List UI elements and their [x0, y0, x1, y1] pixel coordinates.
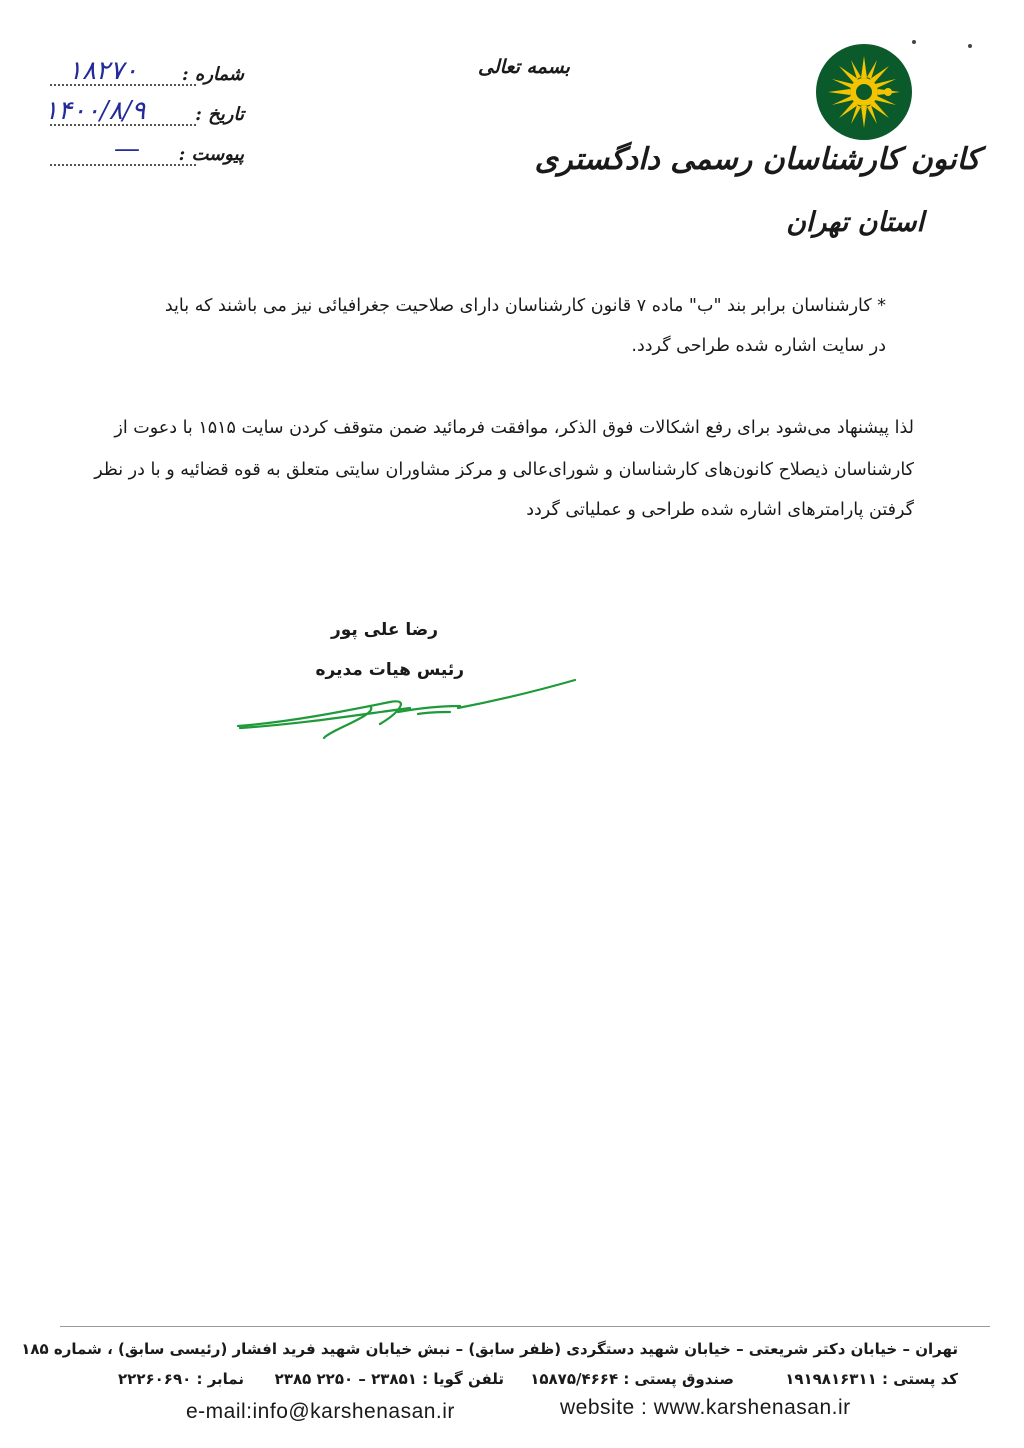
letter-number-row: [44, 56, 244, 92]
corner-mark: [968, 44, 972, 48]
handwritten-signature: [230, 672, 590, 752]
footer-po-box: صندوق پستی : ۱۵۸۷۵/۴۶۶۴: [530, 1370, 734, 1388]
sun-emblem-logo: [814, 42, 914, 142]
letter-attachment-value: —: [114, 134, 140, 164]
footer-email: e-mail:info@karshenasan.ir: [186, 1400, 455, 1423]
footer-website: website : www.karshenasan.ir: [560, 1396, 851, 1419]
letter-date-row: [44, 96, 244, 132]
organization-province: استان تهران: [786, 207, 924, 238]
signatory-title: رئیس هیات مدیره: [315, 660, 464, 680]
paragraph-2-line-2: کارشناسان ذیصلاح کانون‌های کارشناسان و شورای‌عالی و مرکز مشاوران سایتی متعلق به قوه قضائیه و با در نظر: [94, 460, 914, 480]
letter-number-label: شماره :: [181, 64, 244, 85]
paragraph-2-line-3: گرفتن پارامترهای اشاره شده طراحی و عملیاتی گردد: [526, 500, 914, 520]
letter-date-value: ۱۴۰۰/۸/۹: [44, 96, 146, 126]
footer-divider: [60, 1326, 990, 1327]
bismillah-heading: بسمه تعالی: [478, 56, 570, 78]
letter-number-value: ۱۸۲۷۰: [68, 56, 138, 86]
paragraph-1-line-1: * کارشناسان برابر بند "ب" ماده ۷ قانون کارشناسان دارای صلاحیت جغرافیائی نیز می باشند که باید: [164, 296, 886, 316]
letter-attachment-label: پیوست :: [178, 144, 244, 165]
dotted-leader: [50, 164, 196, 166]
signatory-name: رضا علی پور: [330, 620, 438, 640]
paragraph-1-line-2: در سایت اشاره شده طراحی گردد.: [631, 336, 886, 356]
footer-phone: تلفن گویا : ۲۳۸۵۱ – ۲۲۵۰ ۲۳۸۵: [274, 1370, 504, 1388]
organization-name: کانون کارشناسان رسمی دادگستری: [534, 142, 980, 177]
footer-postal-code: کد پستی : ۱۹۱۹۸۱۶۳۱۱: [785, 1370, 958, 1388]
paragraph-2-line-1: لذا پیشنهاد می‌شود برای رفع اشکالات فوق الذکر، موافقت فرمائید ضمن متوقف کردن سایت ۱۵۱۵ با دعوت از: [114, 418, 914, 438]
footer-fax: نمابر : ۲۲۲۶۰۶۹۰: [118, 1370, 244, 1388]
letter-date-label: تاریخ :: [195, 104, 244, 125]
footer-address: تهران – خیابان دکتر شریعتی – خیابان شهید دستگردی (ظفر سابق) – نبش خیابان شهید فرید افشار (رئیسی سابق) ، شماره ۱۸۵: [21, 1340, 958, 1358]
letter-attachment-row: [44, 134, 244, 172]
